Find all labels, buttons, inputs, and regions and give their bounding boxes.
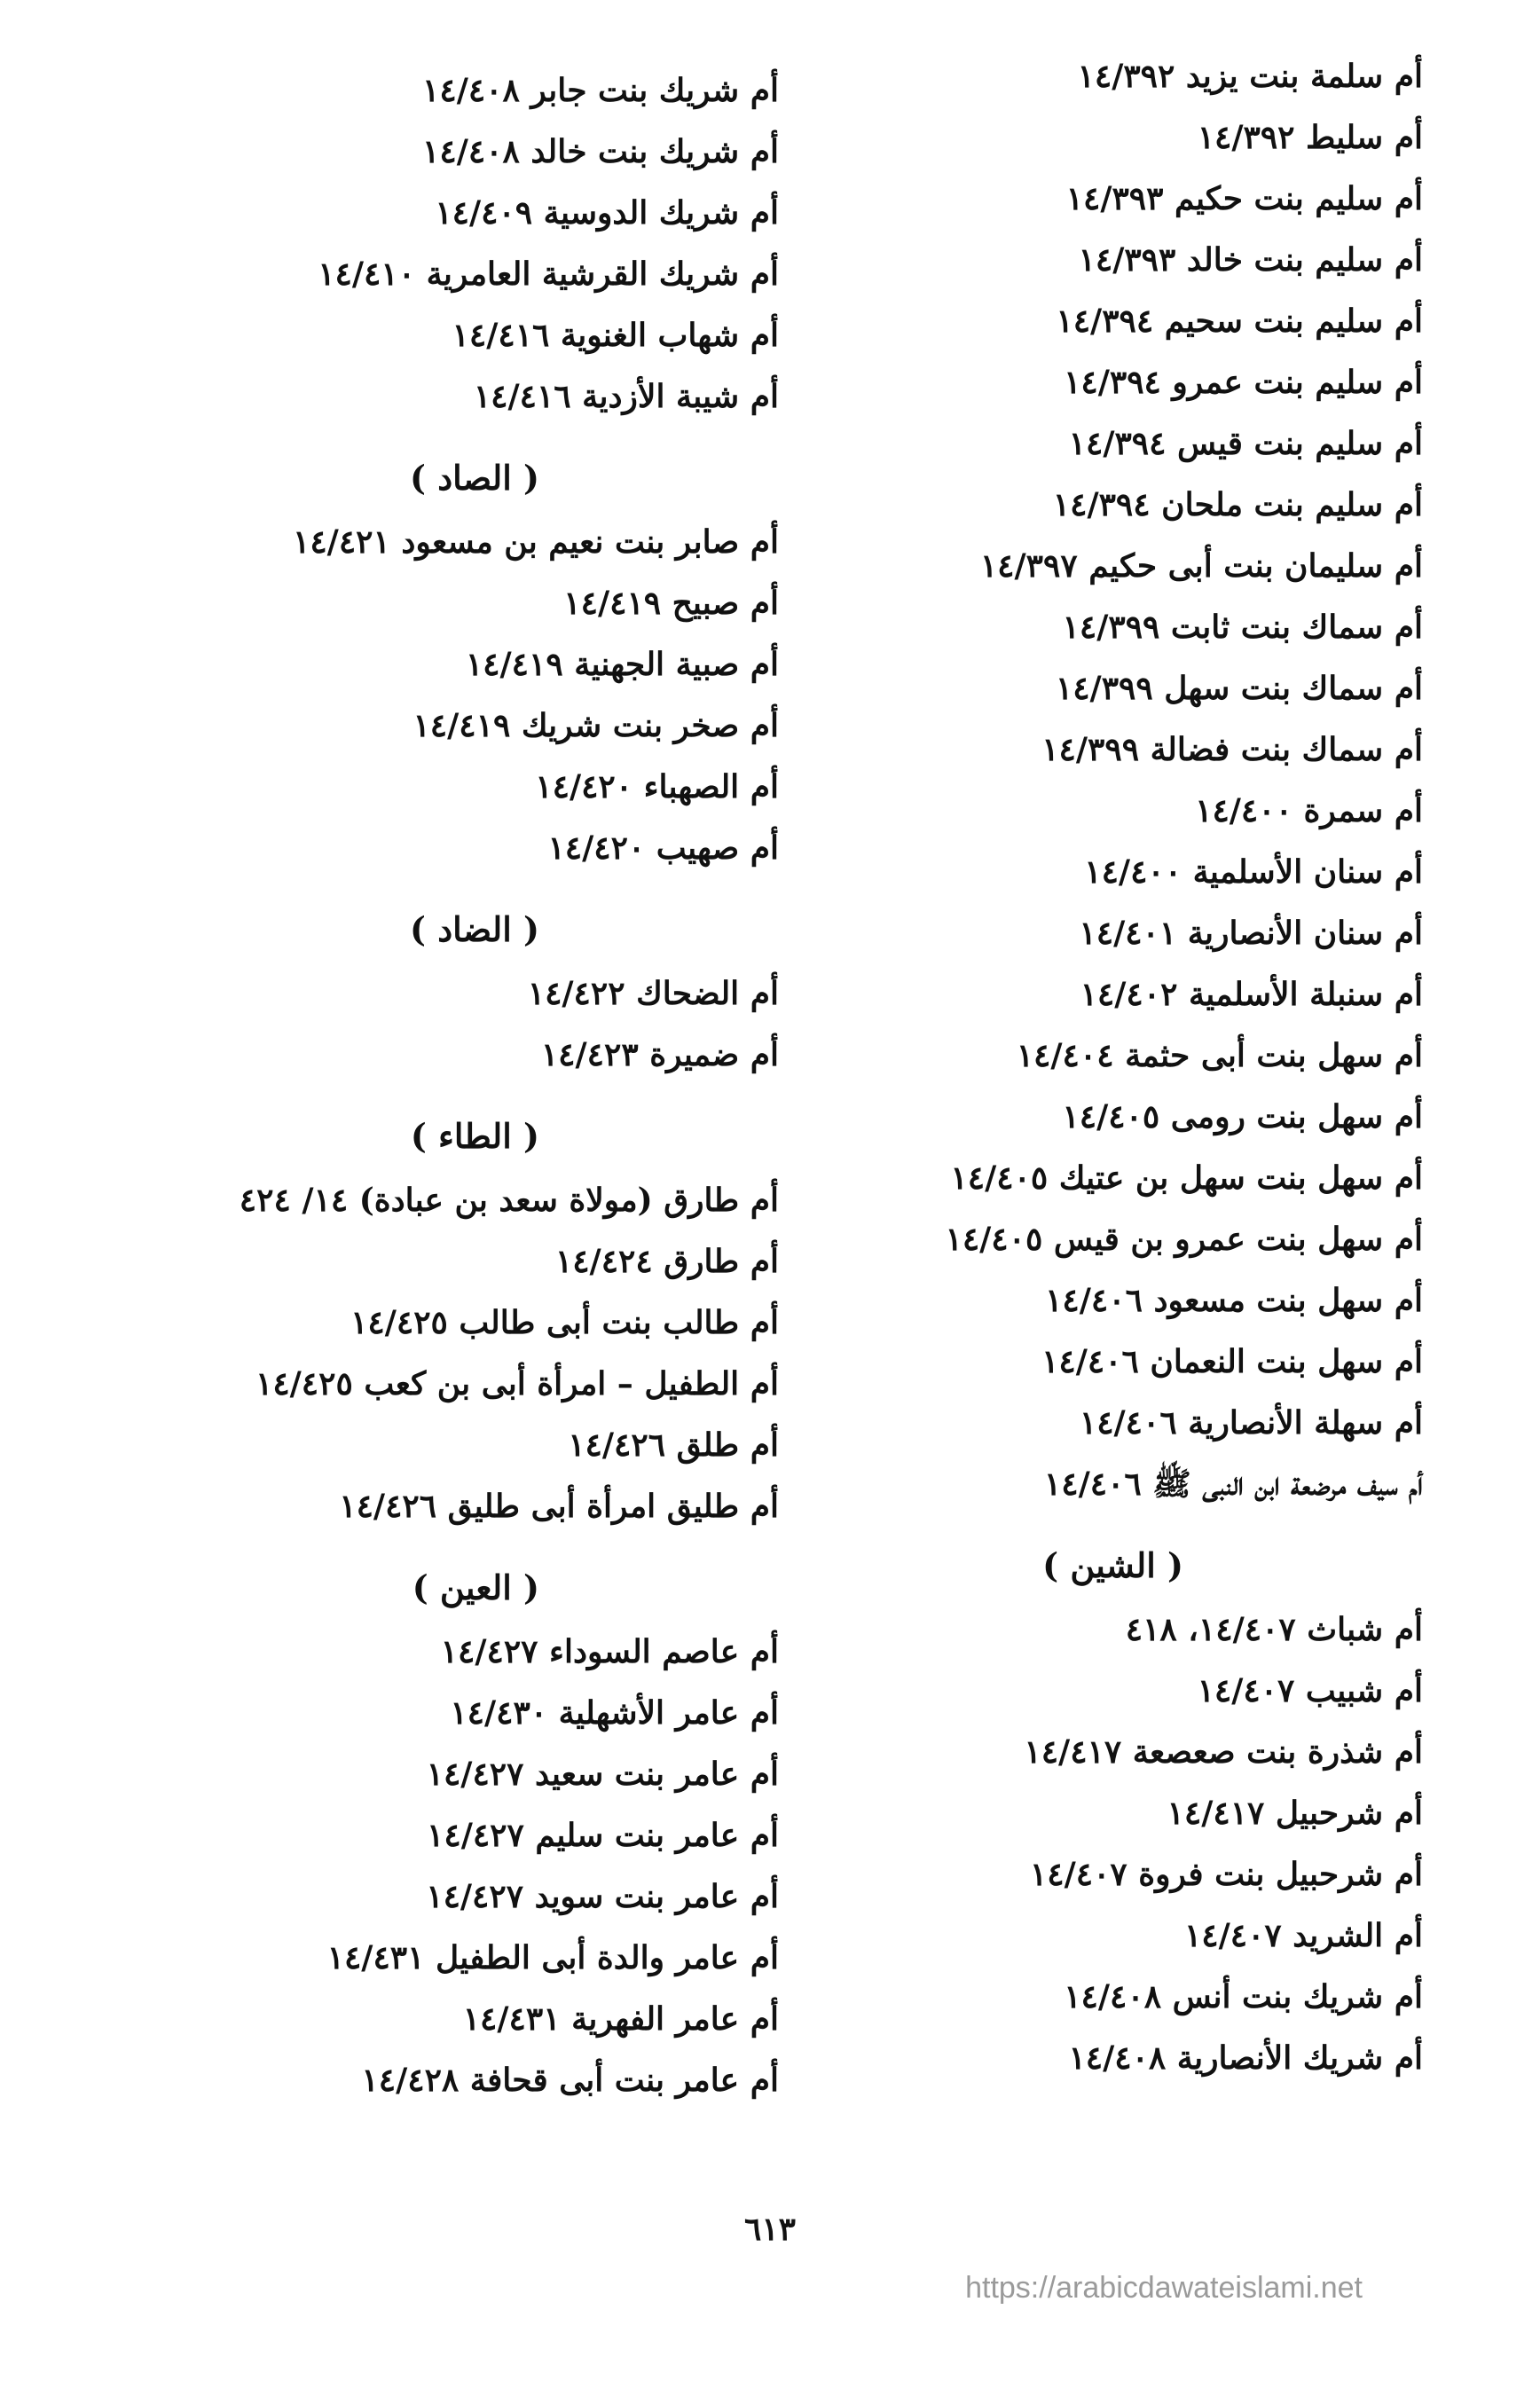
index-entry: أم شريك القرشية العامرية ١٤/٤١٠ <box>318 255 779 293</box>
left-entries-dad <box>211 963 779 1086</box>
index-entry: أم عامر بنت سعيد ١٤/٤٢٧ <box>426 1756 779 1793</box>
index-entry: أم شرحبيل ١٤/٤١٧ <box>1167 1795 1423 1832</box>
index-entry: أم سليم بنت قيس ١٤/٣٩٤ <box>1068 425 1423 462</box>
watermark-url: https://arabicdawateislami.net <box>965 2271 1363 2305</box>
index-entry: أم سهل بنت مسعود ١٤/٤٠٦ <box>1045 1282 1423 1319</box>
index-entry: أم شريك الأنصارية ١٤/٤٠٨ <box>1068 2039 1423 2077</box>
index-entry: أم شذرة بنت صعصعة ١٤/٤١٧ <box>1024 1733 1423 1771</box>
section-heading-dad: ( الضاد ) <box>409 909 539 949</box>
index-entry: أم شبيب ١٤/٤٠٧ <box>1197 1672 1423 1709</box>
page-number: ٦١٣ <box>743 2211 796 2248</box>
index-entry: أم طارق (مولاة سعد بن عبادة) ١٤/ ٤٢٤ <box>239 1182 779 1219</box>
index-entry: أم سماك بنت فضالة ١٤/٣٩٩ <box>1041 731 1423 768</box>
index-entry: أم صبية الجهنية ١٤/٤١٩ <box>465 646 779 683</box>
index-entry: أم عامر بنت سليم ١٤/٤٢٧ <box>427 1817 779 1854</box>
index-entry: أم سماك بنت سهل ١٤/٣٩٩ <box>1055 670 1423 707</box>
section-heading-shin: ( الشين ) <box>1042 1545 1183 1585</box>
index-entry: أم شريك بنت خالد ١٤/٤٠٨ <box>422 133 779 170</box>
index-entry: أم الصهباء ١٤/٤٢٠ <box>535 768 779 805</box>
index-entry: أم طالب بنت أبى طالب ١٤/٤٢٥ <box>350 1304 779 1341</box>
right-column <box>873 46 1423 2089</box>
index-entry: أم سنان الأنصارية ١٤/٤٠١ <box>1079 915 1423 952</box>
index-entry: أم طارق ١٤/٤٢٤ <box>554 1243 779 1280</box>
index-entry: أم طلق ١٤/٤٢٦ <box>568 1426 779 1464</box>
index-entry: أم عاصم السوداء ١٤/٤٢٧ <box>440 1633 779 1670</box>
index-entry: أم شريك بنت جابر ١٤/٤٠٨ <box>422 72 779 109</box>
index-entry: أم سماك بنت ثابت ١٤/٣٩٩ <box>1062 609 1423 646</box>
index-entry: أم شريك بنت أنس ١٤/٤٠٨ <box>1064 1978 1423 2015</box>
index-entry: أم سليم بنت سحيم ١٤/٣٩٤ <box>1056 302 1423 340</box>
index-entry: أم صخر بنت شريك ١٤/٤١٩ <box>412 707 779 744</box>
index-entry: أم سهلة الأنصارية ١٤/٤٠٦ <box>1079 1404 1423 1442</box>
index-entry: أم سليم بنت عمرو ١٤/٣٩٤ <box>1064 364 1423 401</box>
index-entry: أم عامر بنت سويد ١٤/٤٢٧ <box>426 1878 779 1915</box>
index-entry: أم طليق امرأة أبى طليق ١٤/٤٢٦ <box>339 1488 779 1525</box>
index-entry: أم الطفيل – امرأة أبى بن كعب ١٤/٤٢٥ <box>255 1365 779 1402</box>
section-heading-ain: ( العين ) <box>412 1567 539 1607</box>
index-entry: أم ضميرة ١٤/٤٢٣ <box>540 1036 779 1073</box>
index-entry: أم سمرة ١٤/٤٠٠ <box>1195 792 1423 829</box>
index-entry: أم سهل بنت سهل بن عتيك ١٤/٤٠٥ <box>950 1159 1423 1197</box>
index-entry: أم سليط ١٤/٣٩٢ <box>1197 119 1423 156</box>
index-entry: أم سهل بنت عمرو بن قيس ١٤/٤٠٥ <box>945 1221 1423 1258</box>
index-entry: أم شيبة الأزدية ١٤/٤١٦ <box>473 378 779 415</box>
index-entry: أم شريك الدوسية ١٤/٤٠٩ <box>435 194 779 232</box>
index-entry: أم صابر بنت نعيم بن مسعود ١٤/٤٢١ <box>293 523 779 561</box>
index-entry: أم عامر والدة أبى الطفيل ١٤/٤٣١ <box>326 1939 779 1976</box>
index-entry: أم شباث ١٤/٤٠٧، ٤١٨ <box>1125 1611 1423 1648</box>
index-entry: أم سهل بنت النعمان ١٤/٤٠٦ <box>1041 1343 1423 1380</box>
index-entry: أم شرحبيل بنت فروة ١٤/٤٠٧ <box>1029 1856 1423 1893</box>
index-entry: أم شهاب الغنوية ١٤/٤١٦ <box>452 317 779 354</box>
section-heading-sad: ( الصاد ) <box>409 458 539 498</box>
index-entry: أم الشريد ١٤/٤٠٧ <box>1183 1917 1423 1954</box>
index-entry: أم سنبلة الأسلمية ١٤/٤٠٢ <box>1080 976 1423 1013</box>
index-entry: أم سلمة بنت يزيد ١٤/٣٩٢ <box>1077 58 1423 95</box>
index-entry: أم سنان الأسلمية ١٤/٤٠٠ <box>1084 853 1423 891</box>
section-heading-ta: ( الطاء ) <box>410 1116 539 1156</box>
left-entries-a <box>211 60 779 428</box>
right-entries-a <box>873 46 1423 1515</box>
index-entry: أم الضحاك ١٤/٤٢٢ <box>527 975 779 1012</box>
index-entry: أم عامر الفهرية ١٤/٤٣١ <box>462 2000 779 2038</box>
index-entry: أم سليم بنت ملحان ١٤/٣٩٤ <box>1052 486 1423 523</box>
index-entry: أم سليم بنت حكيم ١٤/٣٩٣ <box>1065 180 1423 217</box>
index-entry: أم عامر بنت أبى قحافة ١٤/٤٢٨ <box>361 2062 779 2099</box>
left-entries-ta <box>211 1170 779 1537</box>
index-entry: أم سيف مرضعة ابن النبى ﷺ ١٤/٤٠٦ <box>1043 1465 1423 1503</box>
index-entry: أم سهل بنت رومى ١٤/٤٠٥ <box>1062 1098 1423 1135</box>
left-entries-ain <box>211 1622 779 2111</box>
right-entries-b <box>873 1599 1423 2089</box>
index-entry: أم سليم بنت خالد ١٤/٣٩٣ <box>1078 241 1423 279</box>
index-entry: أم صبيح ١٤/٤١٩ <box>563 585 779 622</box>
index-entry: أم سهل بنت أبى حثمة ١٤/٤٠٤ <box>1016 1037 1423 1074</box>
left-entries-sad <box>211 512 779 879</box>
index-entry: أم عامر الأشهلية ١٤/٤٣٠ <box>450 1694 779 1732</box>
index-entry: أم سليمان بنت أبى حكيم ١٤/٣٩٧ <box>979 547 1423 585</box>
left-column <box>211 60 779 2111</box>
index-entry: أم صهيب ١٤/٤٢٠ <box>547 829 779 867</box>
